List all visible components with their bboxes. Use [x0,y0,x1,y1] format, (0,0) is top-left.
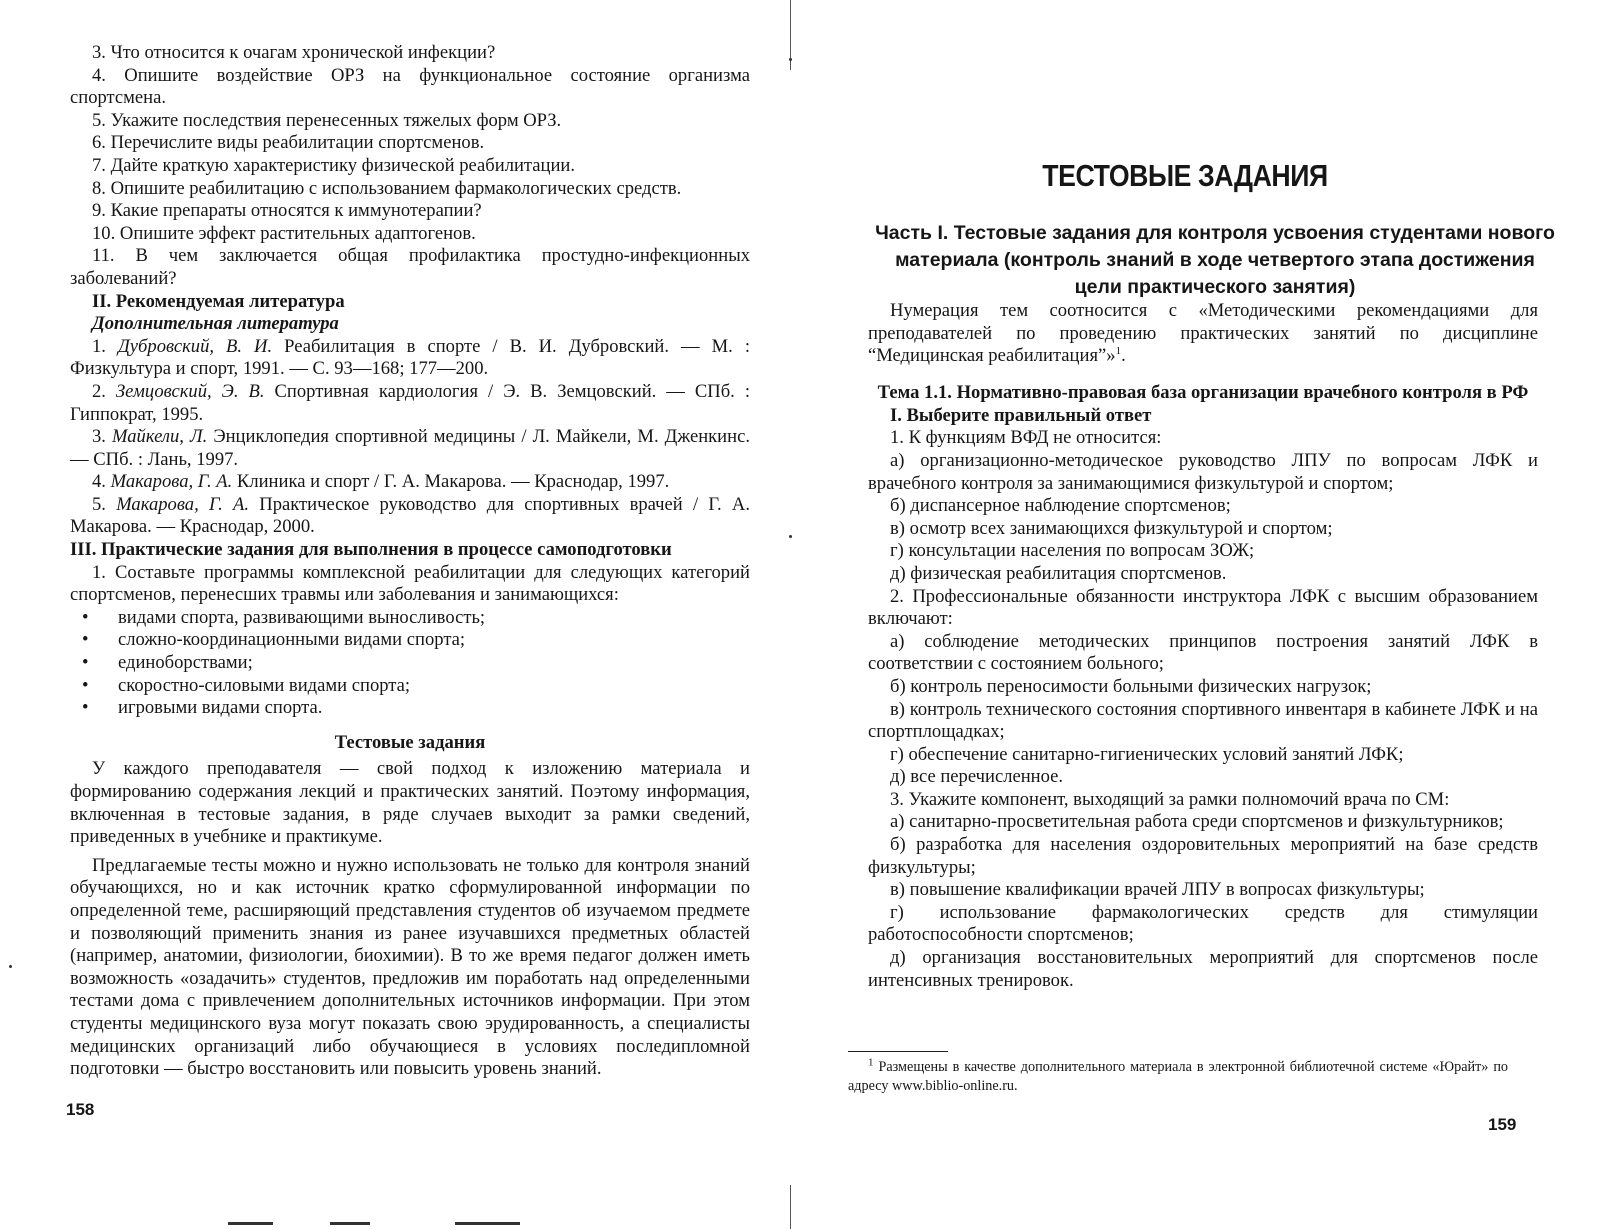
bullet-item: • игровыми видами спорта. [70,697,750,720]
bullet-item: • единоборствами; [70,652,750,675]
reference-author: Майкели, Л. [112,426,208,448]
answer-option: б) разработка для населения оздоровительных мероприятий на базе средств физкультуры; [868,834,1538,878]
practical-heading: III. Практические задания для выполнения в процессе самоподготовки [70,539,672,561]
reference-author: Макарова, Г. А. [110,471,233,493]
bullet-item: • сложно-координационными видами спорта; [70,629,750,652]
answer-option: г) обеспечение санитарно-гигиенических условий занятий ЛФК; [890,743,1404,765]
footnote-number: 1 [868,1056,874,1069]
answer-option: д) организация восстановительных мероприятий для спортсменов после интенсивных тренировок. [868,947,1538,991]
answer-option: б) диспансерное наблюдение спортсменов; [890,495,1231,517]
question-item: 7. Дайте краткую характеристику физической реабилитации. [92,154,576,176]
question-item: 4. Опишите воздействие ОРЗ на функциональное состояние организма спортсмена. [70,64,750,109]
question-item: 6. Перечислите виды реабилитации спортсменов. [92,132,485,154]
test-question: 2. Профессиональные обязанности инструктора ЛФК с высшим образованием включают: [868,585,1538,630]
footnote-marker: 1 [1115,345,1122,357]
answer-option: г) использование фармакологических средств для стимуляции работоспособности спортсменов; [868,901,1538,946]
reference-author: Земцовский, Э. В. [115,380,265,402]
reference-item: 4. Макарова, Г. А. Клиника и спорт / Г. А. Макарова. — Краснодар, 1997. [92,471,670,493]
right-page [800,0,1600,1229]
reference-item: 5. Макарова, Г. А. Практическое руководство для спортивных врачей / Г. А. Макарова. — Краснодар, 2000. [70,493,750,538]
gutter-line [790,1185,791,1229]
question-item: 3. Что относится к очагам хронической инфекции? [92,42,496,63]
question-item: 9. Какие препараты относятся к иммунотерапии? [92,200,482,222]
literature-heading: II. Рекомендуемая литература [92,290,345,312]
spine-gutter [790,0,792,1229]
question-item: 5. Укажите последствия перенесенных тяжелых форм ОРЗ. [92,109,562,131]
answer-option: а) соблюдение методических принципов построения занятий ЛФК в соответствии с состоянием больного; [868,630,1538,675]
answer-option: в) контроль технического состояния спортивного инвентаря в кабинете ЛФК и на спортплощадках; [868,698,1538,743]
footnote-rule [848,1051,948,1052]
tests-paragraph: Предлагаемые тесты можно и нужно использовать не только для контроля знаний обучающихся, но и как источник кратко сформулированной информации по определенной теме, расширяющий представления студентов об изучаемом предмете и позволяющий применить знания из ранее изучавшихся предметных областей (например, анатомии, физиологии, биохимии). В то же время педагог должен иметь возможность «озадачить» студентов, предложив им поработать над определенными тестами дома с привлечением дополнительных источников информации. При этом студенты медицинского вуза могут показать свою эрудированность, а специалисты медицинских организаций либо обучающиеся в условиях последипломной подготовки — быстро восстановить или повысить уровень знаний. [70,854,750,1080]
answer-option: б) контроль переносимости больными физических нагрузок; [890,675,1372,697]
bullet-item: • скоростно-силовыми видами спорта; [70,675,750,698]
left-page-text [70,42,750,1081]
answer-option: в) повышение квалификации врачей ЛПУ в вопросах физкультуры; [890,879,1425,901]
instruction-heading: I. Выберите правильный ответ [890,404,1152,426]
tests-heading: Тестовые задания [334,731,486,753]
answer-option: г) консультации населения по вопросам ЗОЖ; [890,540,1255,562]
reference-item: 3. Майкели, Л. Энциклопедия спортивной медицины / Л. Майкели, М. Дженкинс. — СПб. : Лань, 1997. [70,426,750,470]
part-heading: Часть I. Тестовые задания для контроля усвоения студентами нового материала (контроль знаний в ходе четвертого этапа достижения цели практического занятия) [875,222,1555,298]
test-question: 3. Укажите компонент, выходящий за рамки полномочий врача по СМ: [890,788,1450,810]
answer-option: а) санитарно-просветительная работа среди спортсменов и физкультурников; [890,811,1504,833]
reference-author: Дубровский, В. И. [117,335,273,357]
right-page-text [868,300,1538,992]
tests-paragraph: У каждого преподавателя — свой подход к изложению материала и формированию содержания лекций и практических занятий. Поэтому информация, включенная в тестовые задания, в ряде случаев выходит за рамки сведений, приведенных в учебнике и практикуме. [70,758,750,848]
answer-option: д) все перечисленное. [890,766,1064,788]
topic-heading: Тема 1.1. Нормативно-правовая база организации врачебного контроля в РФ [877,381,1529,403]
answer-option: д) физическая реабилитация спортсменов. [890,562,1227,584]
page-number: 158 [66,1100,95,1119]
answer-option: а) организационно-методическое руководство ЛПУ по вопросам ЛФК и врачебного контроля за занимающимися физкультурой и спортом; [868,449,1538,494]
question-item: 10. Опишите эффект растительных адаптогенов. [92,222,476,244]
question-item: 8. Опишите реабилитацию с использованием фармакологических средств. [92,177,682,199]
footnote: $^1$ Размещены в качестве дополнительного материала в электронной библиотечной системе «Юрайт» по адресу www.biblio-online.ru. [848,1056,1509,1094]
section-title: ТЕСТОВЫЕ ЗАДАНИЯ [1042,158,1328,193]
intro-paragraph: Нумерация тем соотносится с «Методическими рекомендациями для преподавателей по проведению практических занятий по дисциплине “Медицинская реабилитация”»$^1$. [868,300,1538,367]
answer-option: в) осмотр всех занимающихся физкультурой и спортом; [890,517,1333,539]
literature-subheading: Дополнительная литература [92,313,339,335]
reference-author: Макарова, Г. А. [116,493,250,515]
bullet-item: • видами спорта, развивающими выносливость; [70,607,750,630]
question-item: 11. В чем заключается общая профилактика простудно-инфекционных заболеваний? [70,245,750,289]
reference-item: 1. Дубровский, В. И. Реабилитация в спорте / В. И. Дубровский. — М. : Физкультура и спорт, 1991. — С. 93—168; 177—200. [70,335,750,380]
reference-item: 2. Земцовский, Э. В. Спортивная кардиология / Э. В. Земцовский. — СПб. : Гиппократ, 1995. [70,380,751,425]
left-page [0,0,790,1229]
practical-intro: 1. Составьте программы комплексной реабилитации для следующих категорий спортсменов, перенесших травмы или заболевания и занимающихся: [70,561,750,606]
test-question: 1. К функциям ВФД не относится: [890,427,1162,449]
page-number: 159 [1488,1115,1517,1134]
